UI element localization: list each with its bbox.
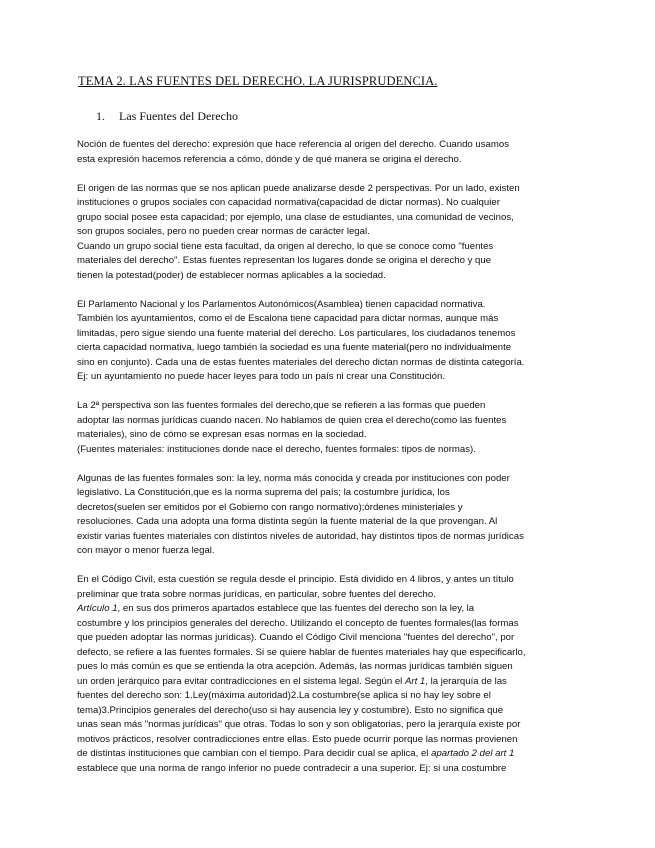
text-line: El origen de las normas que se nos aplican puede analizarse desde 2 perspectivas. Por un lado, existen — [77, 182, 520, 194]
paragraph — [77, 298, 587, 385]
article-reference: Artículo 1 — [77, 603, 118, 614]
text-line: cierta capacidad normativa, luego también la sociedad es una fuente material(pero no individualmente — [77, 342, 512, 353]
text-line: que pueden adoptar las normas jurídicas). Cuando el Código Civil menciona "fuentes del derecho", por — [77, 632, 515, 643]
text-line: motivos prácticos, resolver contradicciones entre ellas. Esto puede ocurrir porque las normas provienen — [77, 733, 518, 745]
text-line: Ej: un ayuntamiento no puede hacer leyes para todo un país ni crear una Constitución. — [77, 371, 445, 382]
text-line: tema)3.Principios generales del derecho(uso si hay ausencia ley y costumbre). Esto no significa que — [77, 704, 504, 716]
text-line: sino en conjunto). Cada una de estas fuentes materiales del derecho dictan normas de distinta categoría. — [77, 356, 525, 368]
article-reference: Art 1 — [404, 675, 426, 687]
text-line: unas sean más "normas jurídicas" que otras. Todas lo son y son obligatorias, pero la jerarquía existe por — [77, 719, 521, 730]
article-reference: apartado 2 del art 1 — [431, 748, 515, 759]
text-line: costumbre y los principios generales del derecho. Utilizando el concepto de fuentes formales(las formas — [77, 617, 519, 629]
text-line: con mayor o menor fuerza legal. — [77, 545, 215, 556]
text-line: Cuando un grupo social tiene esta facultad, da origen al derecho, lo que se conoce como "fuentes — [77, 240, 494, 252]
text-line: tienen la potestad(poder) de establecer normas aplicables a la sociedad. — [77, 269, 386, 281]
text-line: materiales del derecho". Estas fuentes representan los lugares donde se origina el derecho y que — [77, 255, 492, 266]
text-line: resoluciones. Cada una adopta una forma distinta según la fuente material de la que provengan. Al — [77, 516, 498, 527]
section-heading — [96, 109, 238, 124]
text-span: de distintas instituciones que cambian con el tiempo. Para decidir cual se aplica, el — [77, 748, 432, 759]
section-label: Las Fuentes del Derecho — [119, 109, 238, 123]
text-line: son grupos sociales, pero no pueden crear normas de carácter legal. — [77, 226, 370, 237]
text-line: (Fuentes materiales: instituciones donde nace el derecho, fuentes formales: tipos de normas). — [77, 443, 476, 455]
text-span: un orden jerárquico para evitar contradicciones en el sistema legal. Según el — [77, 675, 405, 687]
section-number: 1. — [96, 109, 105, 123]
text-line: pues lo más común es que se entienda la otra acepción. Además, las normas jurídicas también siguen — [77, 661, 513, 672]
text-span: , la jerarquía de las — [425, 675, 507, 687]
document-body — [77, 138, 587, 776]
text-line: defecto, se refiere a las fuentes formales. Si se quiere hablar de fuentes materiales hay que especificarlo, — [77, 646, 526, 658]
text-line: Noción de fuentes del derecho: expresión que hace referencia al origen del derecho. Cuando usamos — [77, 139, 509, 150]
paragraph — [77, 573, 587, 776]
text-line: Algunas de las fuentes formales son: la ley, norma más conocida y creada por instituciones con poder — [77, 472, 510, 484]
paragraph — [77, 472, 587, 559]
text-line: decretos(suelen ser emitidos por el Gobierno con rango normativo);órdenes ministeriales y — [77, 501, 463, 513]
text-line — [77, 747, 587, 762]
text-line: existir varias fuentes materiales con distintos niveles de autoridad, hay distintos tipos de normas jurídicas — [77, 530, 524, 542]
text-line — [77, 675, 587, 690]
text-line: También los ayuntamientos, como el de Escalona tiene capacidad para dictar normas, aunque más — [77, 313, 499, 324]
text-line: establece que una norma de rango inferior no puede contradecir a una superior. Ej: si una costumbre — [77, 762, 507, 774]
paragraph — [77, 399, 587, 457]
text-line: materiales), sino de cómo se expresan esas normas en la sociedad. — [77, 429, 367, 440]
text-line: La 2ª perspectiva son las fuentes formales del derecho,que se refieren a las formas que pueden — [77, 400, 486, 411]
text-line: esta expresión hacemos referencia a cómo, dónde y de qué manera se origina el derecho. — [77, 153, 462, 165]
page-title: TEMA 2. LAS FUENTES DEL DERECHO. LA JURISPRUDENCIA. — [78, 74, 438, 88]
text-line: limitadas, pero sigue siendo una fuente material del derecho. Los particulares, los ciudadanos tenemos — [77, 327, 516, 339]
text-span: , en sus dos primeros apartados establece que las fuentes del derecho son la ley, la — [117, 603, 475, 614]
text-line: fuentes del derecho son: 1.Ley(máxima autoridad)2.La costumbre(se aplica si no hay ley sobre el — [77, 690, 491, 701]
text-line: El Parlamento Nacional y los Parlamentos Autonómicos(Asamblea) tienen capacidad normativa. — [77, 298, 486, 310]
text-line: adoptar las normas jurídicas cuando nacen. No hablamos de quien crea el derecho(como las fuentes — [77, 414, 507, 426]
text-line: legislativo. La Constitución,que es la norma suprema del país; la costumbre jurídica, los — [77, 487, 450, 498]
text-line: preliminar que trata sobre normas jurídicas, en particular, sobre fuentes del derecho. — [77, 588, 436, 600]
paragraph — [77, 138, 587, 167]
text-line: grupo social posee esta capacidad; por ejemplo, una clase de estudiantes, una comunidad de vecinos, — [77, 211, 514, 223]
text-line: En el Código Civil, esta cuestión se regula desde el principio. Está dividido en 4 libros, y antes un título — [77, 574, 514, 585]
paragraph — [77, 182, 587, 284]
text-line: instituciones o grupos sociales con capacidad normativa(capacidad de dictar normas). No cualquier — [77, 197, 500, 208]
text-line — [77, 602, 587, 617]
